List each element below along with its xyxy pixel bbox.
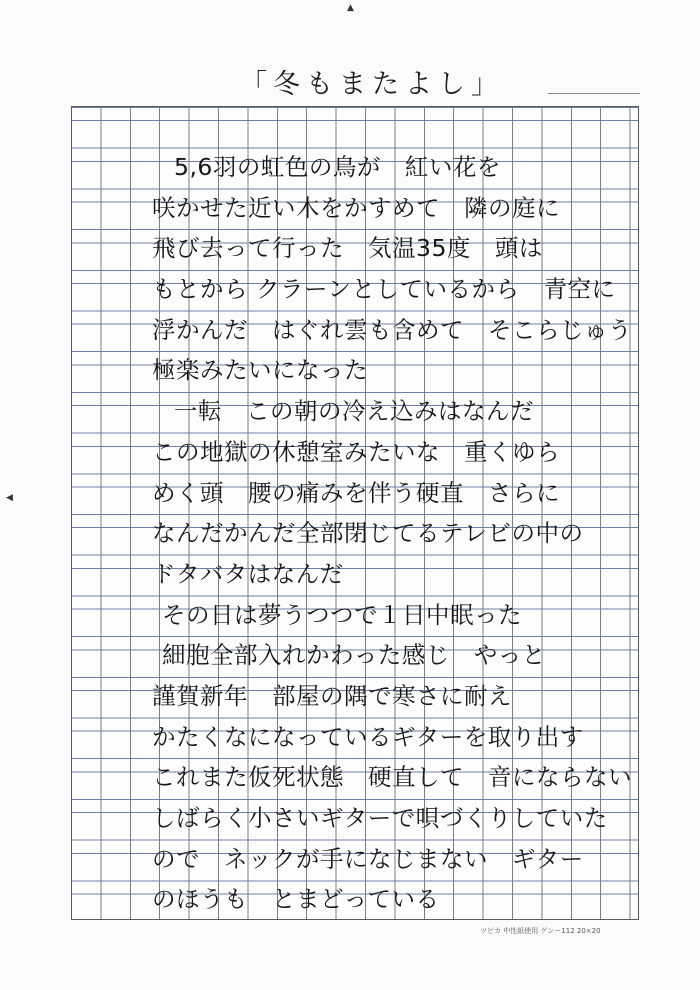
poem-line: ので ネックが手になじまない ギター — [152, 844, 584, 873]
top-triangle-mark: ▲ — [347, 3, 354, 13]
poem-line: もとから クラーンとしているから 青空に — [152, 275, 616, 304]
poem-line: しばらく小さいギターで唄づくりしていた — [152, 804, 608, 832]
poem-line: 5,6羽の虹色の鳥が 紅い花を — [174, 153, 501, 181]
poem-line: めく頭 腰の痛みを伴う硬直 さらに — [152, 478, 560, 507]
poem-line: のほうも とまどっている — [152, 885, 440, 914]
binding-triangle-mark: ◀ — [6, 493, 13, 503]
poem-line: 細胞全部入れかわった感じ やっと — [162, 641, 546, 670]
poem-line: ドタバタはなんだ — [152, 559, 344, 588]
poem-line: 一転 この朝の冷え込みはなんだ — [174, 397, 534, 426]
poem-line: これまた仮死状態 硬直して 音にならない — [152, 763, 632, 792]
poem-line: 咲かせた近い木をかすめて 隣の庭に — [152, 193, 560, 222]
poem-line: その日は夢うつつで１日中眠った — [162, 600, 522, 629]
poem-line: この地獄の休憩室みたいな 重くゆら — [152, 437, 560, 466]
poem-line: 極楽みたいになった — [152, 356, 368, 385]
poem-line: かたくなになっているギターを取り出す — [152, 722, 584, 751]
poem-line: 浮かんだ はぐれ雲も含めて そこらじゅう — [152, 315, 632, 344]
author-name-line — [548, 93, 640, 94]
poem-line: 飛び去って行った 気温35度 頭は — [152, 234, 543, 263]
paper-brand-footer: ツピカ 中性紙使用 ゲンー112 20×20 — [480, 927, 601, 935]
poem-line: 謹賀新年 部屋の隅で寒さに耐え — [152, 681, 512, 710]
poem-line: なんだかんだ全部閉じてるテレビの中の — [152, 519, 584, 548]
poem-title: 「冬もまたよし」 — [240, 69, 504, 100]
poem-body — [152, 147, 642, 920]
